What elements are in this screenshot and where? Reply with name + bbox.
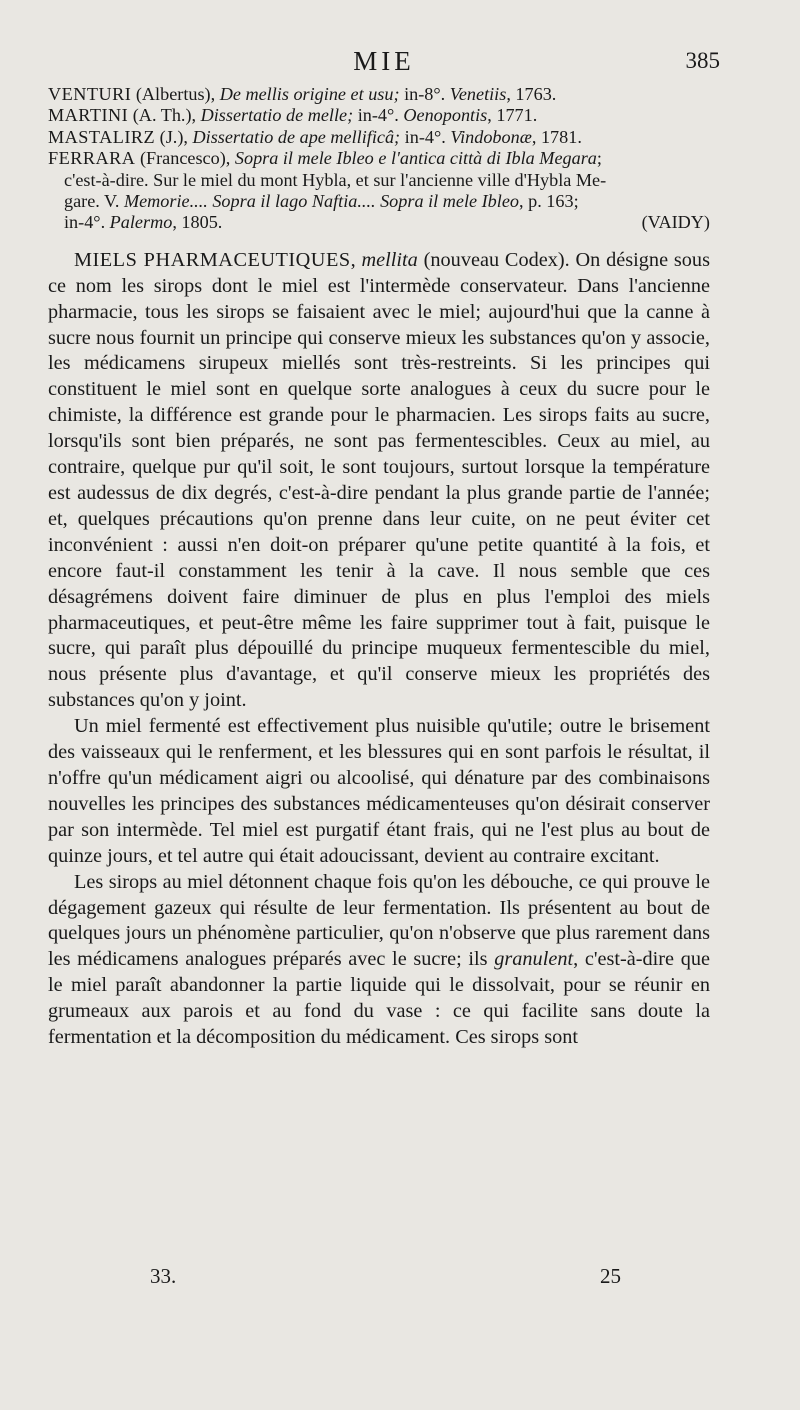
- section-heading: MIELS PHARMACEUTIQUES: [74, 248, 351, 271]
- bibliography-entry: FERRARA (Francesco), Sopra il mele Ibleo e l'antica città di Ibla Megara;: [48, 148, 602, 169]
- volume-number: 33.: [150, 1264, 177, 1288]
- entry-author: MARTINI: [48, 105, 129, 126]
- bibliography-continuation: in-4°. Palermo, 1805. (VAIDY): [64, 212, 710, 233]
- bibliography-entry: VENTURI (Albertus), De mellis origine et usu; in-8°. Venetiis, 1763.: [48, 84, 557, 104]
- bibliography-continuation: gare. V. Memorie.... Sopra il lago Naftia.... Sopra il mele Ibleo, p. 163;: [64, 191, 579, 212]
- bibliography-entry: MASTALIRZ (J.), Dissertatio de ape mellificâ; in-4°. Vindobonæ, 1781.: [48, 126, 582, 147]
- bibliography-continuation: c'est-à-dire. Sur le miel du mont Hybla, et sur l'ancienne ville d'Hybla Me-: [64, 169, 607, 190]
- entry-title: De mellis origine et usu;: [215, 84, 400, 104]
- bibliography-entry: MARTINI (A. Th.), Dissertatio de melle; in-4°. Oenopontis, 1771.: [48, 105, 538, 126]
- entry-author: MASTALIRZ: [48, 126, 156, 147]
- entry-author: FERRARA: [48, 148, 136, 169]
- entry-title: Dissertatio de melle;: [196, 105, 354, 126]
- latin-term: mellita: [361, 248, 418, 271]
- paragraph: Les sirops au miel détonnent chaque fois qu'on les débouche, ce qui prouve le dégagement gazeux qui résulte de leur fermentation. Ils présentent au bout de quelques jours un phénomène particulier, qu'on n'observe que plus rarement dans les médicamens analogues préparés avec le sucre; ils granulent, c'est-à-dire que le miel paraît abandonner la partie liquide qui le dissolvait, pour se réunir en grumeaux aux parois et au fond du vase : ce qui facilite sans doute la fermentation et la décomposition du médicament. Ces sirops sont: [48, 870, 710, 1049]
- page-number: 385: [685, 48, 720, 73]
- entry-author: VENTURI: [48, 84, 132, 104]
- author-signature: (VAIDY): [641, 212, 710, 233]
- page-header: [48, 40, 720, 80]
- entry-title: Sopra il mele Ibleo e l'antica città di Ibla Megara: [234, 148, 597, 169]
- article-body: [48, 248, 710, 1051]
- paragraph: Un miel fermenté est effectivement plus nuisible qu'utile; outre le brisement des vaisseaux qui le renferment, et les blessures qui en sont parfois le résultat, il n'offre qu'un médicament aigri ou alcoolisé, qui dénature par des combinaisons nouvelles les principes des substances médicamenteuses qu'on désirait conserver par son intermède. Tel miel est purgatif étant frais, qui ne l'est plus au bout de quinze jours, et tel autre qui était adoucissant, devient au contraire excitant.: [48, 715, 710, 867]
- entry-title: Dissertatio de ape mellificâ;: [187, 126, 401, 147]
- bibliography: [48, 84, 710, 234]
- signature-mark: 25: [600, 1264, 621, 1288]
- paragraph: MIELS PHARMACEUTIQUES, mellita (nouveau Codex). On désigne sous ce nom les sirops dont le miel est l'intermède conservateur. Dans l'ancienne pharmacie, tous les sirops se faisaient avec le miel; aujourd'hui que la canne à sucre nous fournit un principe qui conserve mieux les substances qu'on y associe, les médicamens sirupeux miellés sont très-restreints. Si les principes qui constituent le miel sont en quelque sorte analogues à ceux du sucre pour le chimiste, la différence est grande pour le pharmacien. Les sirops faits au sucre, lorsqu'ils sont bien préparés, ne sont pas fermentescibles. Ceux au miel, au contraire, quelque pur qu'il soit, le sont toujours, surtout lorsque la température est audessus de dix degrés, c'est-à-dire pendant la plus grande partie de l'année; et, quelques précautions qu'on prenne dans leur cuite, on ne peut éviter cet inconvénient : aussi n'en doit-on préparer qu'une petite quantité à la fois, et encore faut-il constamment les tenir à la cave. Il nous semble que ces désagrémens doivent faire diminuer de plus en plus l'emploi des miels pharmaceutiques, et peut-être même les faire supprimer tout à fait, puisque le sucre, qui paraît plus dépouillé du principe muqueux fermentescible du miel, nous présente plus d'avantage, et qu'il conserve mieux les propriétés des substances qu'on y joint.: [48, 248, 710, 712]
- running-head: MIE: [353, 46, 415, 76]
